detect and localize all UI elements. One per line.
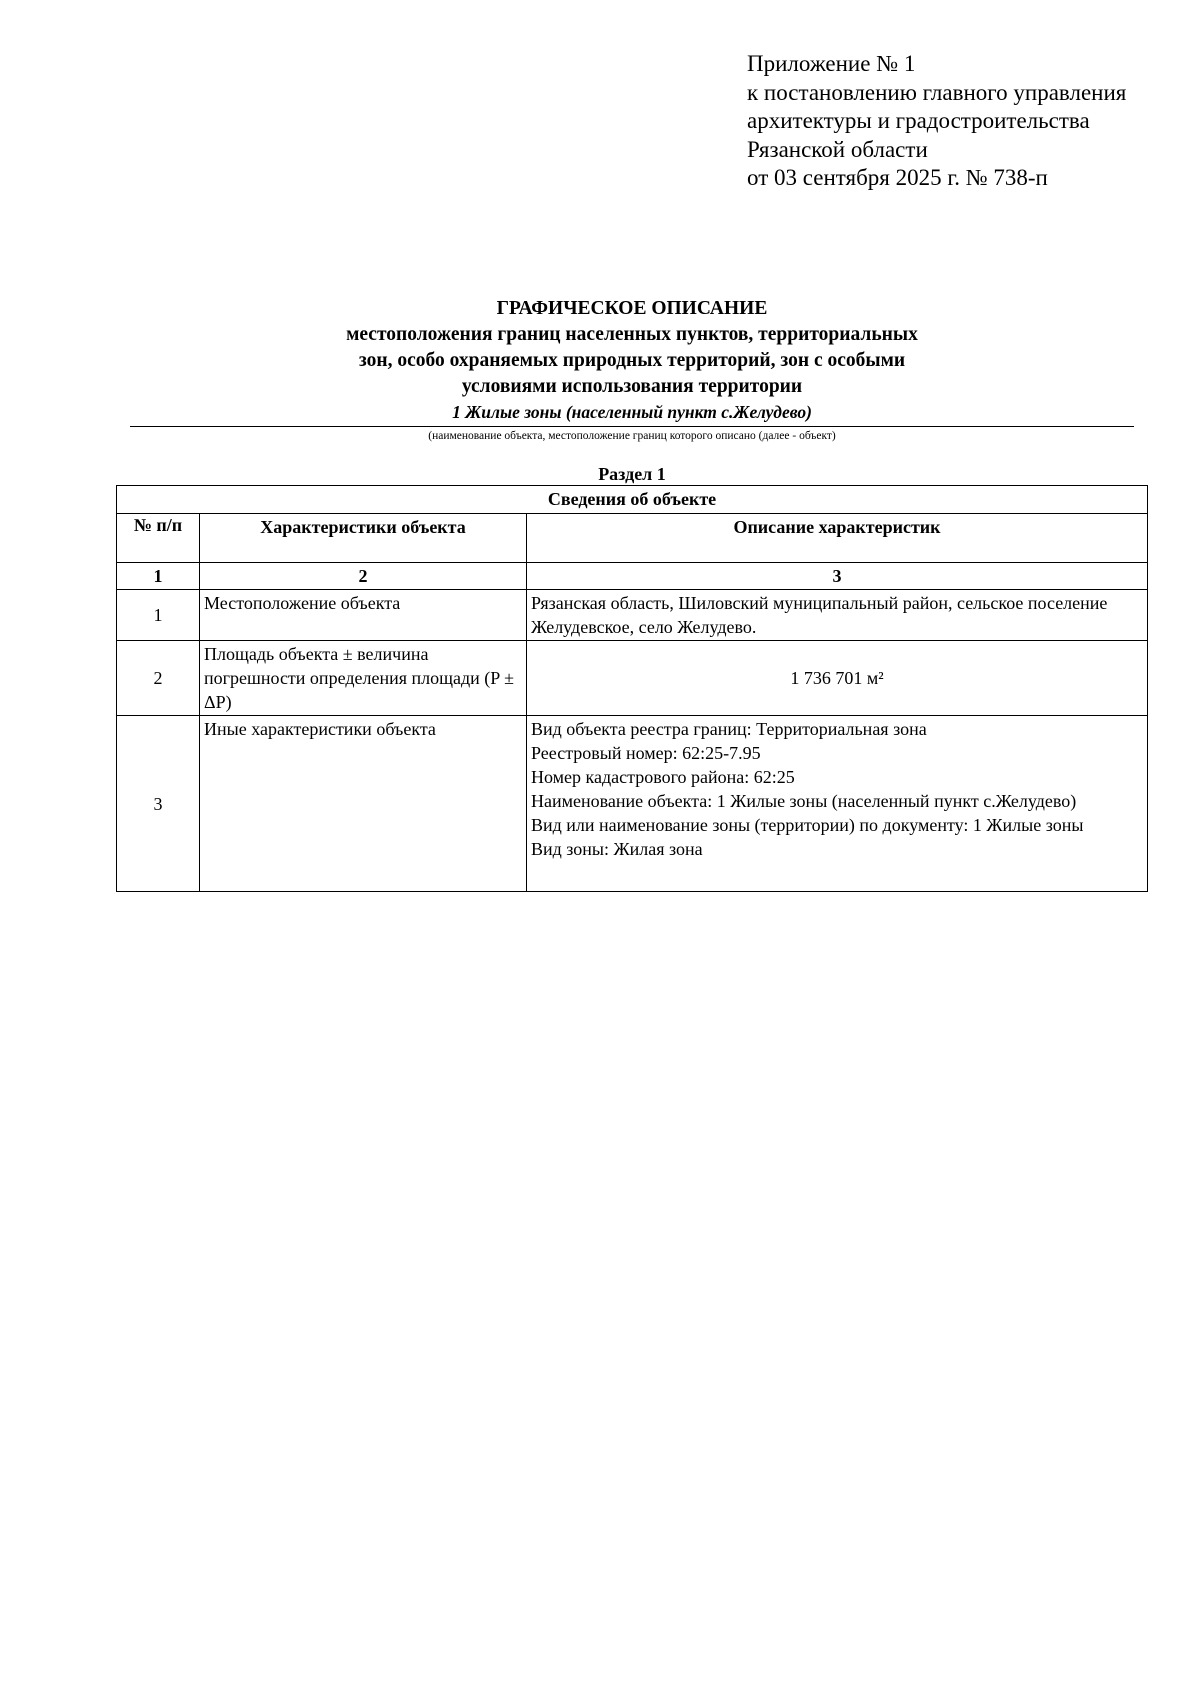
table-header-row — [117, 514, 1148, 563]
description-line: Реестровый номер: 62:25-7.95 — [531, 743, 761, 763]
header-number: № п/п — [117, 514, 200, 563]
column-number: 1 — [117, 563, 200, 590]
description-line: Вид объекта реестра границ: Территориальная зона — [531, 719, 927, 739]
appendix-header — [747, 50, 1126, 193]
description-line: 1 736 701 м² — [790, 668, 884, 688]
row-number: 1 — [117, 590, 200, 641]
title-line: местоположения границ населенных пунктов, территориальных — [346, 324, 918, 345]
appendix-line: архитектуры и градостроительства — [747, 108, 1090, 134]
appendix-line: Рязанской области — [747, 136, 928, 162]
row-number: 2 — [117, 641, 200, 716]
object-name: 1 Жилые зоны (населенный пункт с.Желудево) — [452, 402, 812, 422]
row-number: 3 — [117, 716, 200, 892]
row-characteristic: Иные характеристики объекта — [200, 716, 527, 892]
appendix-line: Приложение № 1 — [747, 51, 916, 76]
column-number: 3 — [527, 563, 1148, 590]
document-title — [130, 296, 1134, 400]
section-title: Раздел 1 — [598, 464, 666, 484]
description-line: Вид или наименование зоны (территории) по документу: 1 Жилые зоны — [531, 815, 1084, 835]
description-line: Рязанская область, Шиловский муниципальный район, сельское поселение Желудевское, село Желудево. — [531, 593, 1108, 637]
description-line: Наименование объекта: 1 Жилые зоны (населенный пункт с.Желудево) — [531, 791, 1077, 811]
title-line: зон, особо охраняемых природных территорий, зон с особыми — [358, 350, 906, 371]
row-description — [527, 641, 1148, 716]
column-number: 2 — [200, 563, 527, 590]
appendix-line: к постановлению главного управления — [747, 79, 1127, 105]
title-line: ГРАФИЧЕСКОЕ ОПИСАНИЕ — [496, 298, 768, 319]
column-number-row — [117, 563, 1148, 590]
table-caption-row — [117, 486, 1148, 514]
table-row — [117, 716, 1148, 892]
object-name-hint: (наименование объекта, местоположение границ которого описано (далее - объект) — [428, 430, 836, 442]
header-description: Описание характеристик — [527, 514, 1148, 563]
table-row — [117, 641, 1148, 716]
table-caption: Сведения об объекте — [117, 486, 1148, 514]
row-description — [527, 716, 1148, 892]
title-line: условиями использования территории — [461, 376, 803, 397]
description-line: Номер кадастрового района: 62:25 — [531, 767, 795, 787]
description-line: Вид зоны: Жилая зона — [531, 839, 703, 859]
row-characteristic: Местоположение объекта — [200, 590, 527, 641]
object-info-table — [116, 485, 1148, 892]
row-characteristic: Площадь объекта ± величина погрешности определения площади (P ± ΔP) — [200, 641, 527, 716]
header-characteristic: Характеристики объекта — [200, 514, 527, 563]
row-description — [527, 590, 1148, 641]
table-row — [117, 590, 1148, 641]
object-name-underline — [130, 426, 1134, 427]
appendix-line: от 03 сентября 2025 г. № 738-п — [747, 165, 1048, 191]
